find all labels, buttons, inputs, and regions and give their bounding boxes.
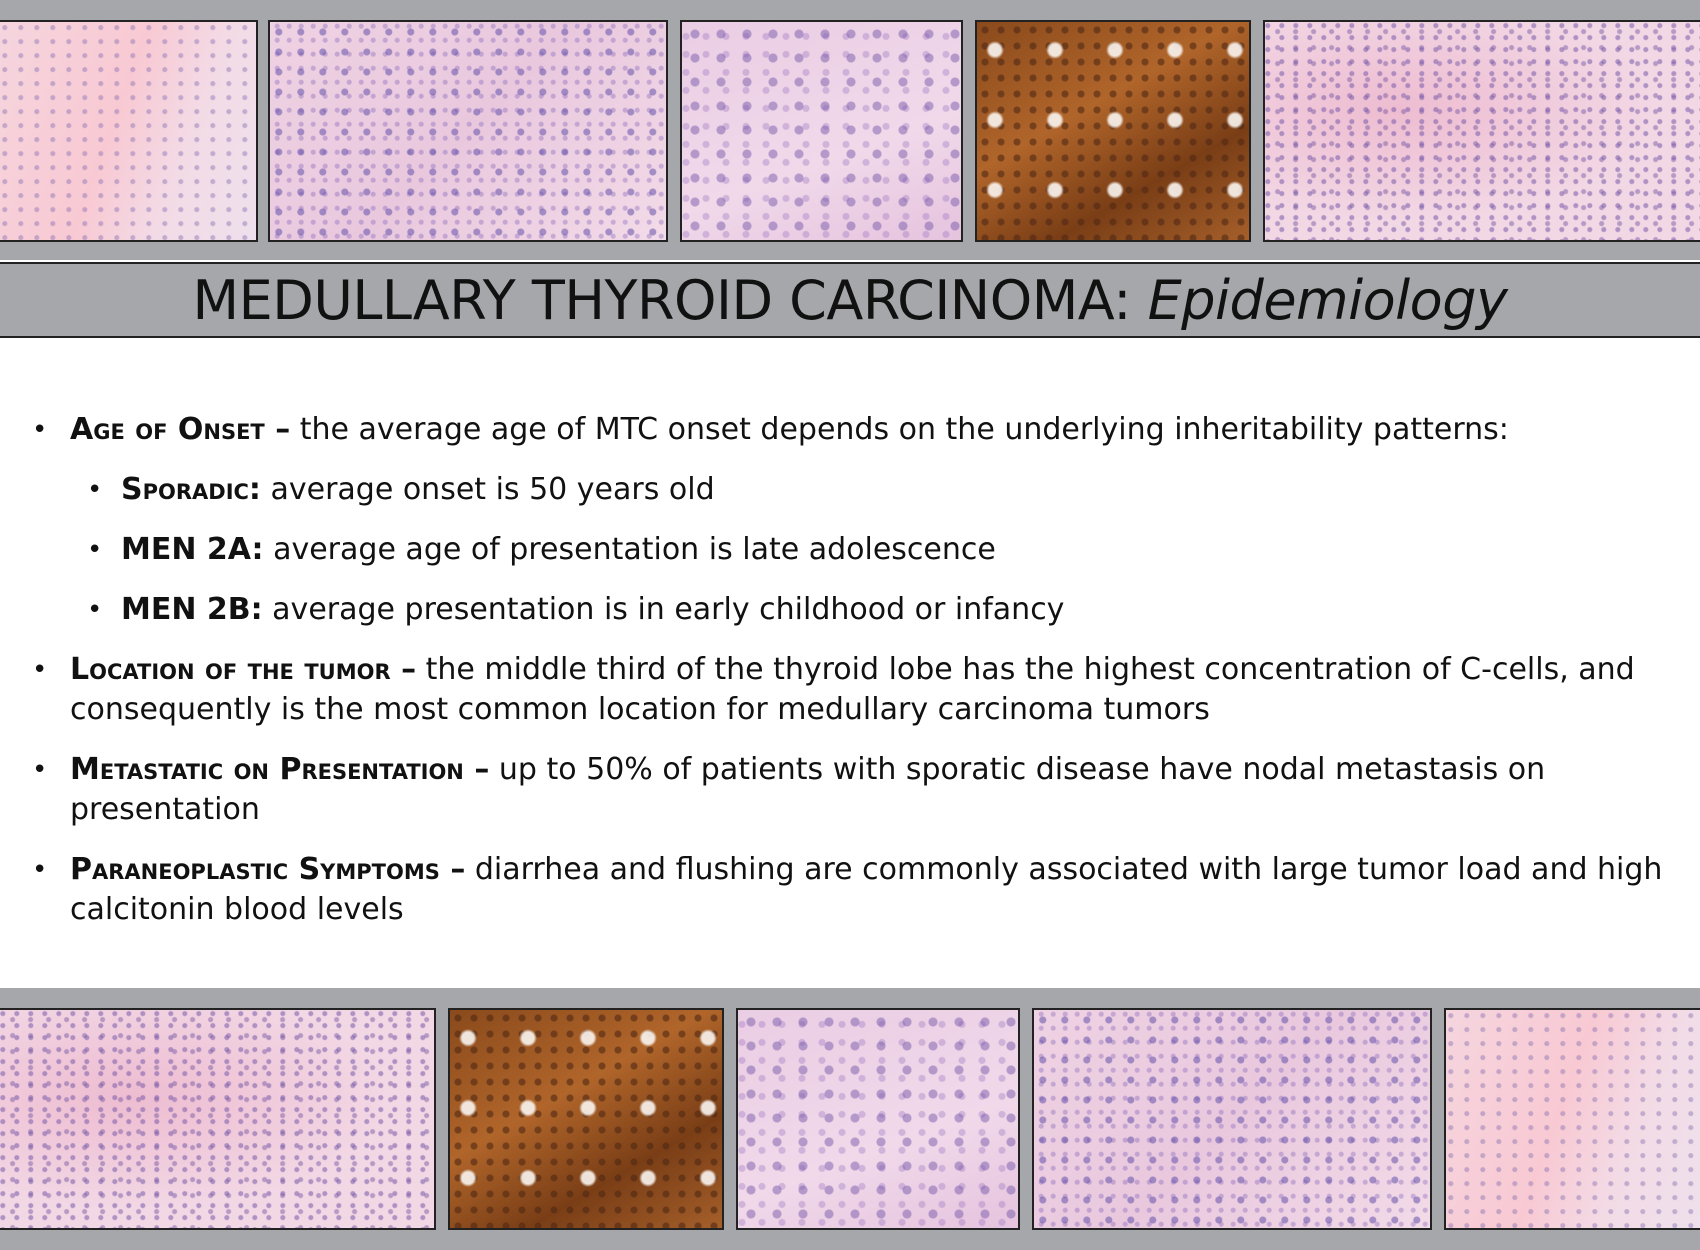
term-label: Age of Onset – <box>70 412 291 447</box>
item-text: average presentation is in early childhood or infancy <box>262 592 1065 627</box>
item-text: the middle third of the thyroid lobe has the highest concentration of C-cells, and consequently is the most common location for medullary carcinoma tumors <box>70 652 1635 727</box>
title-main: MEDULLARY THYROID CARCINOMA: <box>192 268 1131 332</box>
ihc-stain-image-7 <box>448 1008 724 1230</box>
bullet-icon: • <box>32 655 48 685</box>
list-item-sporadic <box>85 470 1680 510</box>
histology-image-1 <box>0 20 258 242</box>
histology-image-6 <box>0 1008 436 1230</box>
title-italic: Epidemiology <box>1147 268 1508 332</box>
bullet-icon: • <box>87 595 103 625</box>
histology-image-8 <box>736 1008 1020 1230</box>
item-text: the average age of MTC onset depends on the underlying inheritability patterns: <box>290 412 1509 447</box>
histology-image-2 <box>268 20 668 242</box>
term-label: MEN 2B: <box>121 592 263 627</box>
item-text: up to 50% of patients with sporatic disease have nodal metastasis on presentation <box>70 752 1546 827</box>
item-text: diarrhea and flushing are commonly associated with large tumor load and high calcitonin blood levels <box>70 852 1663 927</box>
item-text: average age of presentation is late adolescence <box>263 532 996 567</box>
bullet-list <box>30 410 1680 950</box>
bullet-icon: • <box>32 855 48 885</box>
top-image-strip <box>0 0 1700 260</box>
list-item-age-of-onset <box>30 410 1680 450</box>
term-label: Location of the tumor – <box>70 652 417 687</box>
list-item-metastatic <box>30 750 1680 830</box>
bullet-icon: • <box>87 535 103 565</box>
title-bar <box>0 262 1700 338</box>
histology-image-9 <box>1032 1008 1432 1230</box>
list-item-men-2a <box>85 530 1680 570</box>
term-label: Sporadic: <box>121 472 261 507</box>
term-label: MEN 2A: <box>121 532 264 567</box>
bottom-image-strip <box>0 988 1700 1250</box>
bullet-icon: • <box>87 475 103 505</box>
list-item-men-2b <box>85 590 1680 630</box>
term-label: Metastatic on Presentation – <box>70 752 490 787</box>
page-title <box>193 269 1508 332</box>
list-item-location <box>30 650 1680 730</box>
histology-image-10 <box>1444 1008 1700 1230</box>
bullet-icon: • <box>32 755 48 785</box>
item-text: average onset is 50 years old <box>260 472 715 507</box>
ihc-stain-image-4 <box>975 20 1251 242</box>
histology-image-3 <box>680 20 963 242</box>
list-item-paraneoplastic <box>30 850 1680 930</box>
histology-image-5 <box>1263 20 1700 242</box>
term-label: Paraneoplastic Symptoms – <box>70 852 466 887</box>
bullet-icon: • <box>32 415 48 445</box>
